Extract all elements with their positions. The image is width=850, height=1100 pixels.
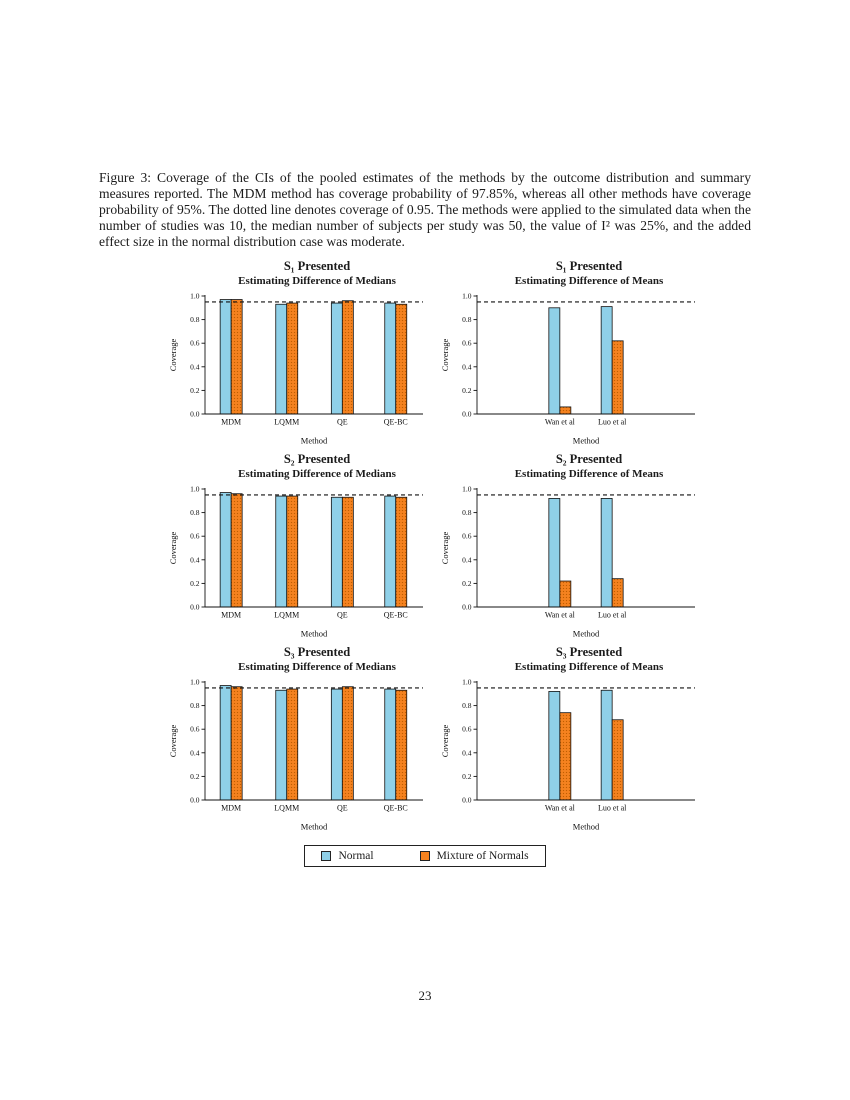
- svg-text:1.0: 1.0: [462, 484, 472, 494]
- svg-text:0.0: 0.0: [462, 602, 472, 612]
- svg-text:0.8: 0.8: [462, 315, 472, 325]
- chart-s1-medians: [167, 259, 439, 447]
- svg-text:0.4: 0.4: [462, 555, 472, 565]
- chart-s2-medians: [167, 452, 439, 640]
- legend-swatch-mixture: [420, 851, 430, 861]
- svg-text:Coverage: Coverage: [168, 339, 178, 372]
- svg-text:Method: Method: [300, 435, 328, 446]
- svg-text:0.8: 0.8: [190, 315, 200, 325]
- chart-title: S₁ Presented: [283, 259, 351, 274]
- svg-text:MDM: MDM: [221, 803, 242, 813]
- chart-subtitle: Estimating Difference of Means: [514, 661, 664, 674]
- svg-text:1.0: 1.0: [462, 677, 472, 687]
- chart-subtitle: Estimating Difference of Medians: [238, 661, 396, 674]
- chart-title: S₂ Presented: [283, 452, 351, 467]
- svg-text:0.4: 0.4: [462, 362, 472, 372]
- svg-text:0.0: 0.0: [190, 602, 200, 612]
- chart-title: S₁ Presented: [555, 259, 623, 274]
- svg-text:Coverage: Coverage: [440, 339, 450, 372]
- chart-s3-medians: [167, 645, 439, 833]
- svg-text:0.2: 0.2: [190, 579, 200, 589]
- svg-text:1.0: 1.0: [190, 677, 200, 687]
- figure-caption: Figure 3: Coverage of the CIs of the pooled estimates of the methods by the outcome distribution and summary measures reported. The MDM method has coverage probability of 97.85%, whereas all other methods have coverage probability of 95%. The dotted line denotes coverage of 0.95. The methods were applied to the simulated data when the number of studies was 10, the median number of subjects per study was 50, the value of I² was 25%, and the added effect size in the normal distribution case was moderate.: [99, 170, 751, 249]
- legend-swatch-normal: [321, 851, 331, 861]
- svg-text:0.4: 0.4: [190, 555, 200, 565]
- svg-text:Coverage: Coverage: [440, 725, 450, 758]
- svg-text:Method: Method: [300, 821, 328, 832]
- legend-label-mixture: Mixture of Normals: [436, 850, 529, 863]
- svg-text:Method: Method: [572, 435, 600, 446]
- svg-text:QE: QE: [337, 417, 348, 427]
- chart-legend: [304, 845, 545, 867]
- bar-chart-canvas: [167, 675, 433, 833]
- bar-chart-canvas: [167, 289, 433, 447]
- svg-text:0.4: 0.4: [190, 748, 200, 758]
- legend-wrap: [99, 845, 751, 867]
- svg-text:LQMM: LQMM: [274, 417, 300, 427]
- chart-s3-means: [439, 645, 711, 833]
- svg-text:QE: QE: [337, 803, 348, 813]
- svg-text:QE-BC: QE-BC: [383, 417, 408, 427]
- legend-label-normal: Normal: [338, 850, 374, 863]
- svg-text:0.0: 0.0: [462, 795, 472, 805]
- legend-item-mixture: [420, 850, 529, 862]
- svg-text:LQMM: LQMM: [274, 803, 300, 813]
- svg-text:0.6: 0.6: [462, 339, 472, 349]
- svg-text:0.6: 0.6: [462, 532, 472, 542]
- svg-text:Method: Method: [300, 628, 328, 639]
- svg-text:0.2: 0.2: [190, 772, 200, 782]
- svg-text:0.6: 0.6: [462, 725, 472, 735]
- svg-text:Coverage: Coverage: [168, 725, 178, 758]
- svg-text:QE-BC: QE-BC: [383, 610, 408, 620]
- svg-text:0.6: 0.6: [190, 725, 200, 735]
- svg-text:Coverage: Coverage: [440, 532, 450, 565]
- figure-charts: [167, 259, 751, 833]
- svg-text:0.2: 0.2: [462, 772, 472, 782]
- svg-text:Luo et al: Luo et al: [597, 610, 627, 620]
- svg-text:Method: Method: [572, 628, 600, 639]
- svg-text:0.0: 0.0: [190, 795, 200, 805]
- bar-chart-canvas: [439, 675, 705, 833]
- svg-text:0.8: 0.8: [462, 508, 472, 518]
- chart-subtitle: Estimating Difference of Means: [514, 275, 664, 288]
- bar-chart-canvas: [439, 482, 705, 640]
- legend-item-normal: [321, 850, 373, 862]
- svg-text:1.0: 1.0: [190, 291, 200, 301]
- bar-chart-canvas: [167, 482, 433, 640]
- chart-s1-means: [439, 259, 711, 447]
- svg-text:1.0: 1.0: [462, 291, 472, 301]
- svg-text:0.8: 0.8: [462, 701, 472, 711]
- chart-title: S₂ Presented: [555, 452, 623, 467]
- page-number: 23: [418, 988, 432, 1003]
- svg-text:0.6: 0.6: [190, 532, 200, 542]
- svg-text:1.0: 1.0: [190, 484, 200, 494]
- svg-text:0.4: 0.4: [190, 362, 200, 372]
- chart-subtitle: Estimating Difference of Means: [514, 468, 664, 481]
- svg-text:MDM: MDM: [221, 610, 242, 620]
- chart-title: S₃ Presented: [283, 645, 351, 660]
- svg-text:0.0: 0.0: [190, 409, 200, 419]
- svg-text:Luo et al: Luo et al: [597, 417, 627, 427]
- svg-text:0.8: 0.8: [190, 701, 200, 711]
- svg-text:QE: QE: [337, 610, 348, 620]
- svg-text:MDM: MDM: [221, 417, 242, 427]
- chart-title: S₃ Presented: [555, 645, 623, 660]
- chart-subtitle: Estimating Difference of Medians: [238, 468, 396, 481]
- svg-text:0.2: 0.2: [462, 579, 472, 589]
- svg-text:0.4: 0.4: [462, 748, 472, 758]
- chart-s2-means: [439, 452, 711, 640]
- svg-text:Wan et al: Wan et al: [544, 610, 575, 620]
- svg-text:Wan et al: Wan et al: [544, 803, 575, 813]
- svg-text:0.8: 0.8: [190, 508, 200, 518]
- svg-text:0.6: 0.6: [190, 339, 200, 349]
- svg-text:Luo et al: Luo et al: [597, 803, 627, 813]
- svg-text:0.2: 0.2: [190, 386, 200, 396]
- chart-subtitle: Estimating Difference of Medians: [238, 275, 396, 288]
- bar-chart-canvas: [439, 289, 705, 447]
- svg-text:Wan et al: Wan et al: [544, 417, 575, 427]
- svg-text:QE-BC: QE-BC: [383, 803, 408, 813]
- svg-text:Coverage: Coverage: [168, 532, 178, 565]
- svg-text:0.0: 0.0: [462, 409, 472, 419]
- svg-text:Method: Method: [572, 821, 600, 832]
- svg-text:0.2: 0.2: [462, 386, 472, 396]
- svg-text:LQMM: LQMM: [274, 610, 300, 620]
